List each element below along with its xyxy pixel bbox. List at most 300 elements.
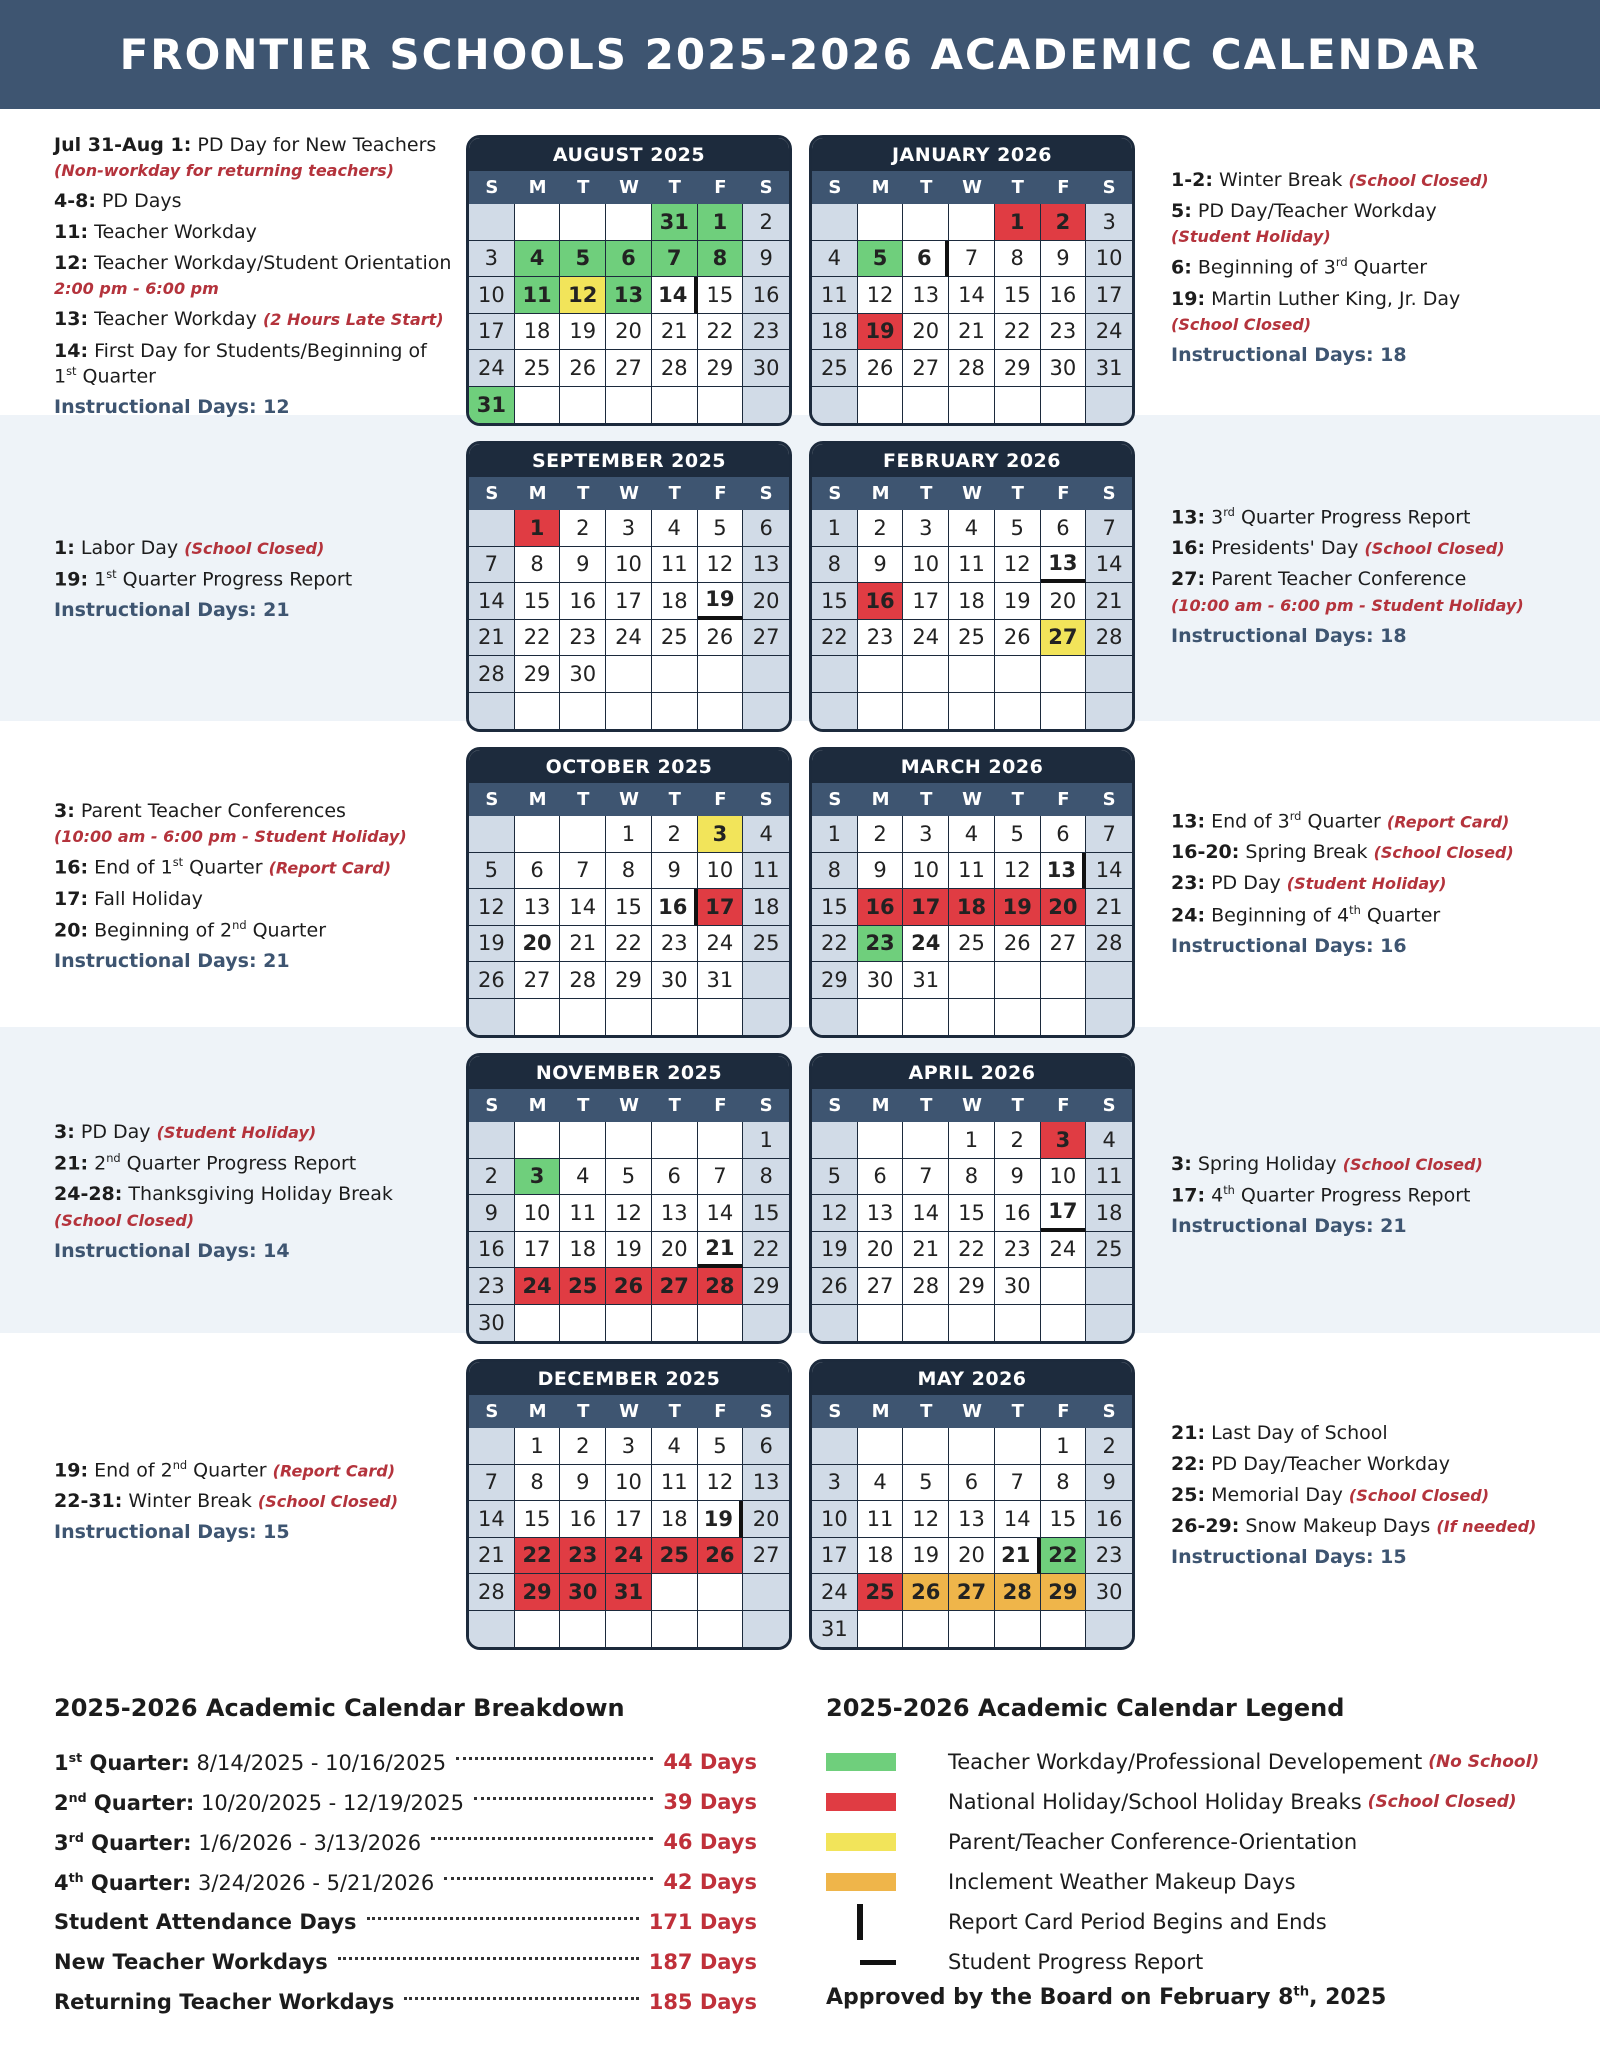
note-item: 17: 4th Quarter Progress Report (1171, 1183, 1471, 1207)
empty-day-cell (606, 1122, 652, 1159)
day-cell: 9 (469, 1195, 515, 1232)
calendar-month-title: MAY 2026 (812, 1362, 1132, 1395)
day-cell: 23 (858, 926, 904, 963)
empty-day-cell (995, 1611, 1041, 1648)
day-cell: 14 (1086, 853, 1132, 890)
day-cell: 19 (606, 1232, 652, 1269)
day-cell: 24 (1086, 314, 1132, 351)
empty-day-cell (469, 204, 515, 241)
weekday-label: S (828, 1095, 842, 1116)
day-cell: 28 (652, 350, 698, 387)
leader-dots (338, 1957, 639, 1960)
weekday-label: W (962, 789, 982, 810)
day-cell: 28 (903, 1268, 949, 1305)
day-cell: 16 (995, 1195, 1041, 1232)
day-cell: 30 (560, 656, 606, 693)
day-grid (469, 510, 789, 729)
legend-note: (School Closed) (1367, 1792, 1517, 1812)
day-cell: 22 (743, 1232, 789, 1269)
empty-day-cell (560, 816, 606, 853)
day-cell: 26 (812, 1268, 858, 1305)
day-cell: 20 (858, 1232, 904, 1269)
weekday-label: T (920, 789, 933, 810)
day-cell: 5 (698, 1428, 744, 1465)
note-item: 13: End of 3rd Quarter (Report Card) (1171, 809, 1510, 833)
day-cell: 18 (743, 889, 789, 926)
left-notes-1 (54, 133, 454, 420)
empty-day-cell (652, 1574, 698, 1611)
calendar-month-title: JANUARY 2026 (812, 138, 1132, 171)
right-notes-3 (1171, 809, 1571, 959)
day-cell: 27 (1041, 926, 1087, 963)
day-cell: 11 (743, 853, 789, 890)
day-cell: 28 (469, 656, 515, 693)
empty-day-cell (1041, 387, 1087, 424)
day-cell: 31 (652, 204, 698, 241)
day-cell: 16 (560, 583, 606, 620)
day-cell: 13 (903, 277, 949, 314)
instructional-days: Instructional Days: 18 (1171, 624, 1407, 647)
empty-day-cell (949, 204, 995, 241)
breakdown-value: 44 Days (663, 1750, 757, 1774)
day-cell: 27 (858, 1268, 904, 1305)
legend-row (826, 1862, 1296, 1902)
leader-dots (431, 1837, 653, 1840)
day-cell: 23 (560, 620, 606, 657)
empty-day-cell (515, 387, 561, 424)
calendar-november-2025 (466, 1053, 792, 1344)
day-cell: 13 (1041, 547, 1087, 584)
day-cell: 31 (606, 1574, 652, 1611)
day-cell: 8 (743, 1159, 789, 1196)
empty-day-cell (698, 387, 744, 424)
weekday-header (469, 171, 789, 204)
day-cell: 23 (858, 620, 904, 657)
day-cell: 12 (858, 277, 904, 314)
day-cell: 25 (515, 350, 561, 387)
day-cell: 5 (995, 816, 1041, 853)
day-cell: 17 (606, 583, 652, 620)
day-cell: 5 (698, 510, 744, 547)
day-cell: 10 (698, 853, 744, 890)
day-cell: 24 (515, 1268, 561, 1305)
day-cell: 18 (949, 889, 995, 926)
day-cell: 2 (560, 1428, 606, 1465)
breakdown-value: 46 Days (663, 1830, 757, 1854)
day-cell: 26 (995, 620, 1041, 657)
day-cell: 7 (698, 1159, 744, 1196)
empty-day-cell (858, 1305, 904, 1342)
empty-day-cell (903, 204, 949, 241)
day-cell: 6 (858, 1159, 904, 1196)
empty-day-cell (858, 999, 904, 1036)
weekday-label: F (714, 177, 727, 198)
day-cell: 30 (652, 962, 698, 999)
day-cell: 27 (903, 350, 949, 387)
day-cell: 7 (949, 241, 995, 278)
day-cell: 20 (743, 583, 789, 620)
day-cell: 17 (903, 889, 949, 926)
day-cell: 1 (515, 1428, 561, 1465)
right-notes-5 (1171, 1421, 1571, 1570)
day-cell: 21 (469, 1538, 515, 1575)
empty-day-cell (652, 1305, 698, 1342)
note-item: 6: Beginning of 3rd Quarter (1171, 255, 1428, 279)
report-card-marker-icon (826, 1904, 896, 1940)
empty-day-cell (560, 387, 606, 424)
legend-swatch (826, 1753, 896, 1771)
day-cell: 3 (515, 1159, 561, 1196)
day-cell: 7 (652, 241, 698, 278)
day-cell: 17 (1086, 277, 1132, 314)
day-cell: 12 (698, 1465, 744, 1502)
note-item: 3: PD Day (Student Holiday) (54, 1121, 317, 1143)
calendar-month-title: NOVEMBER 2025 (469, 1056, 789, 1089)
weekday-header (469, 1089, 789, 1122)
day-cell: 12 (995, 853, 1041, 890)
empty-day-cell (743, 656, 789, 693)
day-cell: 3 (1086, 204, 1132, 241)
day-cell: 3 (606, 510, 652, 547)
day-cell: 2 (743, 204, 789, 241)
weekday-label: S (1102, 1095, 1116, 1116)
note-item: 23: PD Day (Student Holiday) (1171, 872, 1447, 895)
day-cell: 9 (858, 547, 904, 584)
weekday-header (469, 783, 789, 816)
weekday-label: F (1057, 177, 1070, 198)
day-cell: 6 (949, 1465, 995, 1502)
weekday-header (812, 171, 1132, 204)
empty-day-cell (698, 693, 744, 730)
weekday-label: M (871, 789, 890, 810)
empty-day-cell (903, 656, 949, 693)
day-cell: 5 (606, 1159, 652, 1196)
note-item: 5: PD Day/Teacher Workday (Student Holiday) (1171, 200, 1437, 247)
weekday-header (812, 783, 1132, 816)
day-cell: 16 (560, 1501, 606, 1538)
empty-day-cell (743, 693, 789, 730)
day-cell: 23 (652, 926, 698, 963)
breakdown-label: 3rd Quarter: 1/6/2026 - 3/13/2026 (54, 1829, 422, 1855)
calendar-january-2026 (809, 135, 1135, 426)
day-cell: 3 (1041, 1122, 1087, 1159)
day-cell: 7 (469, 547, 515, 584)
calendar-month-title: APRIL 2026 (812, 1056, 1132, 1089)
day-cell: 16 (858, 583, 904, 620)
day-cell: 31 (698, 962, 744, 999)
day-cell: 22 (995, 314, 1041, 351)
empty-day-cell (903, 1305, 949, 1342)
day-cell: 18 (560, 1232, 606, 1269)
day-cell: 15 (1041, 1501, 1087, 1538)
empty-day-cell (743, 1305, 789, 1342)
calendar-month-title: FEBRUARY 2026 (812, 444, 1132, 477)
empty-day-cell (1041, 656, 1087, 693)
empty-day-cell (1041, 962, 1087, 999)
day-cell: 8 (606, 853, 652, 890)
note-item: 1: Labor Day (School Closed) (54, 537, 325, 559)
day-cell: 15 (949, 1195, 995, 1232)
day-cell: 21 (903, 1232, 949, 1269)
day-grid (469, 1428, 789, 1647)
calendar-may-2026 (809, 1359, 1135, 1650)
day-grid (812, 204, 1132, 423)
day-cell: 21 (560, 926, 606, 963)
weekday-label: S (1102, 1401, 1116, 1422)
day-cell: 28 (995, 1574, 1041, 1611)
day-cell: 19 (812, 1232, 858, 1269)
day-cell: 4 (515, 241, 561, 278)
day-cell: 26 (995, 926, 1041, 963)
day-cell: 7 (560, 853, 606, 890)
day-cell: 9 (560, 547, 606, 584)
day-cell: 29 (949, 1268, 995, 1305)
day-cell: 12 (560, 277, 606, 314)
day-cell: 20 (515, 926, 561, 963)
empty-day-cell (515, 204, 561, 241)
empty-day-cell (469, 1611, 515, 1648)
day-cell: 21 (652, 314, 698, 351)
empty-day-cell (469, 1122, 515, 1159)
weekday-label: W (962, 483, 982, 504)
weekday-header (812, 477, 1132, 510)
day-cell: 25 (652, 1538, 698, 1575)
weekday-header (812, 1089, 1132, 1122)
day-cell: 5 (560, 241, 606, 278)
empty-day-cell (515, 1122, 561, 1159)
day-cell: 23 (743, 314, 789, 351)
day-cell: 15 (743, 1195, 789, 1232)
breakdown-value: 187 Days (648, 1950, 757, 1974)
weekday-label: F (1057, 789, 1070, 810)
day-cell: 26 (903, 1574, 949, 1611)
day-cell: 19 (698, 583, 744, 620)
day-cell: 8 (812, 853, 858, 890)
empty-day-cell (949, 387, 995, 424)
calendar-month-title: DECEMBER 2025 (469, 1362, 789, 1395)
empty-day-cell (606, 204, 652, 241)
day-grid (812, 510, 1132, 729)
breakdown-value: 171 Days (648, 1910, 757, 1934)
empty-day-cell (995, 387, 1041, 424)
right-notes-4 (1171, 1152, 1571, 1240)
note-item: 4-8: PD Days (54, 190, 182, 213)
day-cell: 25 (560, 1268, 606, 1305)
day-cell: 6 (903, 241, 949, 278)
day-cell: 5 (858, 241, 904, 278)
day-cell: 31 (903, 962, 949, 999)
breakdown-label: Returning Teacher Workdays (54, 1990, 395, 2014)
weekday-label: T (577, 789, 590, 810)
note-item: 27: Parent Teacher Conference (10:00 am - 6:00 pm - Student Holiday) (1171, 568, 1524, 615)
empty-day-cell (515, 816, 561, 853)
day-grid (469, 1122, 789, 1341)
weekday-label: W (962, 177, 982, 198)
note-item: 24: Beginning of 4th Quarter (1171, 902, 1441, 926)
day-cell: 14 (1086, 547, 1132, 584)
day-cell: 18 (949, 583, 995, 620)
legend-swatch (826, 1793, 896, 1811)
day-cell: 11 (949, 853, 995, 890)
empty-day-cell (949, 962, 995, 999)
empty-day-cell (743, 1611, 789, 1648)
breakdown-value: 42 Days (663, 1870, 757, 1894)
day-cell: 7 (1086, 816, 1132, 853)
legend-note: (No School) (1428, 1752, 1540, 1772)
empty-day-cell (652, 1611, 698, 1648)
note-item: Jul 31-Aug 1: PD Day for New Teachers (Non-workday for returning teachers) (54, 134, 437, 181)
day-cell: 24 (469, 350, 515, 387)
instructional-days: Instructional Days: 18 (1171, 343, 1407, 366)
weekday-label: W (619, 483, 639, 504)
day-cell: 6 (515, 853, 561, 890)
day-cell: 1 (743, 1122, 789, 1159)
day-cell: 26 (469, 962, 515, 999)
weekday-label: F (714, 1095, 727, 1116)
day-cell: 15 (995, 277, 1041, 314)
day-cell: 20 (606, 314, 652, 351)
empty-day-cell (652, 693, 698, 730)
note-item: 13: Teacher Workday (2 Hours Late Start) (54, 308, 444, 331)
weekday-label: F (714, 483, 727, 504)
weekday-label: S (1102, 789, 1116, 810)
note-item: 17: Fall Holiday (54, 887, 203, 910)
day-cell: 28 (1086, 620, 1132, 657)
day-cell: 17 (469, 314, 515, 351)
day-cell: 14 (652, 277, 698, 314)
empty-day-cell (858, 1122, 904, 1159)
empty-day-cell (812, 1305, 858, 1342)
day-cell: 9 (1041, 241, 1087, 278)
day-cell: 26 (858, 350, 904, 387)
legend-row (826, 1902, 1327, 1942)
day-cell: 24 (606, 1538, 652, 1575)
day-cell: 30 (995, 1268, 1041, 1305)
weekday-label: T (920, 1095, 933, 1116)
day-cell: 11 (652, 1465, 698, 1502)
breakdown-value: 39 Days (663, 1790, 757, 1814)
day-cell: 12 (995, 547, 1041, 584)
weekday-label: W (962, 1401, 982, 1422)
breakdown-row (54, 1782, 757, 1822)
day-cell: 2 (858, 510, 904, 547)
note-item: 3: Parent Teacher Conferences (10:00 am - 6:00 pm - Student Holiday) (54, 800, 407, 847)
weekday-label: F (1057, 1401, 1070, 1422)
day-cell: 28 (560, 962, 606, 999)
weekday-label: T (668, 483, 681, 504)
weekday-label: W (619, 1095, 639, 1116)
weekday-header (469, 1395, 789, 1428)
empty-day-cell (606, 693, 652, 730)
day-cell: 16 (858, 889, 904, 926)
day-cell: 29 (812, 962, 858, 999)
day-cell: 19 (698, 1501, 744, 1538)
legend-row (826, 1822, 1357, 1862)
day-cell: 10 (515, 1195, 561, 1232)
day-cell: 26 (698, 1538, 744, 1575)
day-cell: 9 (652, 853, 698, 890)
empty-day-cell (903, 1122, 949, 1159)
note-item: 16-20: Spring Break (School Closed) (1171, 841, 1514, 864)
empty-day-cell (1086, 387, 1132, 424)
day-cell: 10 (606, 1465, 652, 1502)
weekday-label: S (759, 483, 773, 504)
day-cell: 22 (949, 1232, 995, 1269)
day-cell: 10 (1086, 241, 1132, 278)
calendar-march-2026 (809, 747, 1135, 1038)
instructional-days: Instructional Days: 16 (1171, 934, 1407, 957)
day-cell: 2 (1041, 204, 1087, 241)
empty-day-cell (858, 1611, 904, 1648)
legend-label: Inclement Weather Makeup Days (948, 1870, 1296, 1894)
empty-day-cell (515, 999, 561, 1036)
empty-day-cell (560, 204, 606, 241)
empty-day-cell (469, 816, 515, 853)
day-cell: 30 (1086, 1574, 1132, 1611)
day-cell: 27 (606, 350, 652, 387)
empty-day-cell (698, 656, 744, 693)
day-cell: 2 (1086, 1428, 1132, 1465)
empty-day-cell (469, 693, 515, 730)
weekday-label: T (577, 1401, 590, 1422)
day-cell: 4 (949, 510, 995, 547)
day-cell: 1 (1041, 1428, 1087, 1465)
day-grid (469, 204, 789, 423)
empty-day-cell (515, 1611, 561, 1648)
calendar-month-title: MARCH 2026 (812, 750, 1132, 783)
breakdown-label: New Teacher Workdays (54, 1950, 328, 1974)
day-cell: 27 (949, 1574, 995, 1611)
day-grid (812, 816, 1132, 1035)
day-cell: 10 (812, 1501, 858, 1538)
instructional-days: Instructional Days: 14 (54, 1239, 290, 1262)
weekday-label: S (485, 789, 499, 810)
day-cell: 19 (560, 314, 606, 351)
day-cell: 12 (469, 889, 515, 926)
weekday-label: S (828, 177, 842, 198)
day-cell: 4 (652, 510, 698, 547)
day-cell: 13 (652, 1195, 698, 1232)
empty-day-cell (812, 656, 858, 693)
weekday-label: T (1011, 177, 1024, 198)
weekday-label: S (828, 483, 842, 504)
day-cell: 17 (698, 889, 744, 926)
weekday-label: S (485, 1095, 499, 1116)
day-cell: 11 (1086, 1159, 1132, 1196)
legend-row (826, 1942, 1203, 1982)
day-cell: 22 (1041, 1538, 1087, 1575)
weekday-label: S (759, 177, 773, 198)
note-item: 19: End of 2nd Quarter (Report Card) (54, 1458, 396, 1482)
day-cell: 17 (1041, 1195, 1087, 1232)
day-cell: 28 (698, 1268, 744, 1305)
day-cell: 18 (652, 583, 698, 620)
day-cell: 9 (743, 241, 789, 278)
day-cell: 1 (812, 510, 858, 547)
day-cell: 8 (949, 1159, 995, 1196)
empty-day-cell (1086, 1305, 1132, 1342)
instructional-days: Instructional Days: 21 (1171, 1215, 1407, 1238)
empty-day-cell (812, 1122, 858, 1159)
empty-day-cell (1086, 999, 1132, 1036)
breakdown-row (54, 1982, 757, 2022)
empty-day-cell (949, 999, 995, 1036)
weekday-label: T (668, 1095, 681, 1116)
day-cell: 19 (469, 926, 515, 963)
empty-day-cell (812, 693, 858, 730)
day-cell: 3 (903, 510, 949, 547)
weekday-label: M (871, 483, 890, 504)
